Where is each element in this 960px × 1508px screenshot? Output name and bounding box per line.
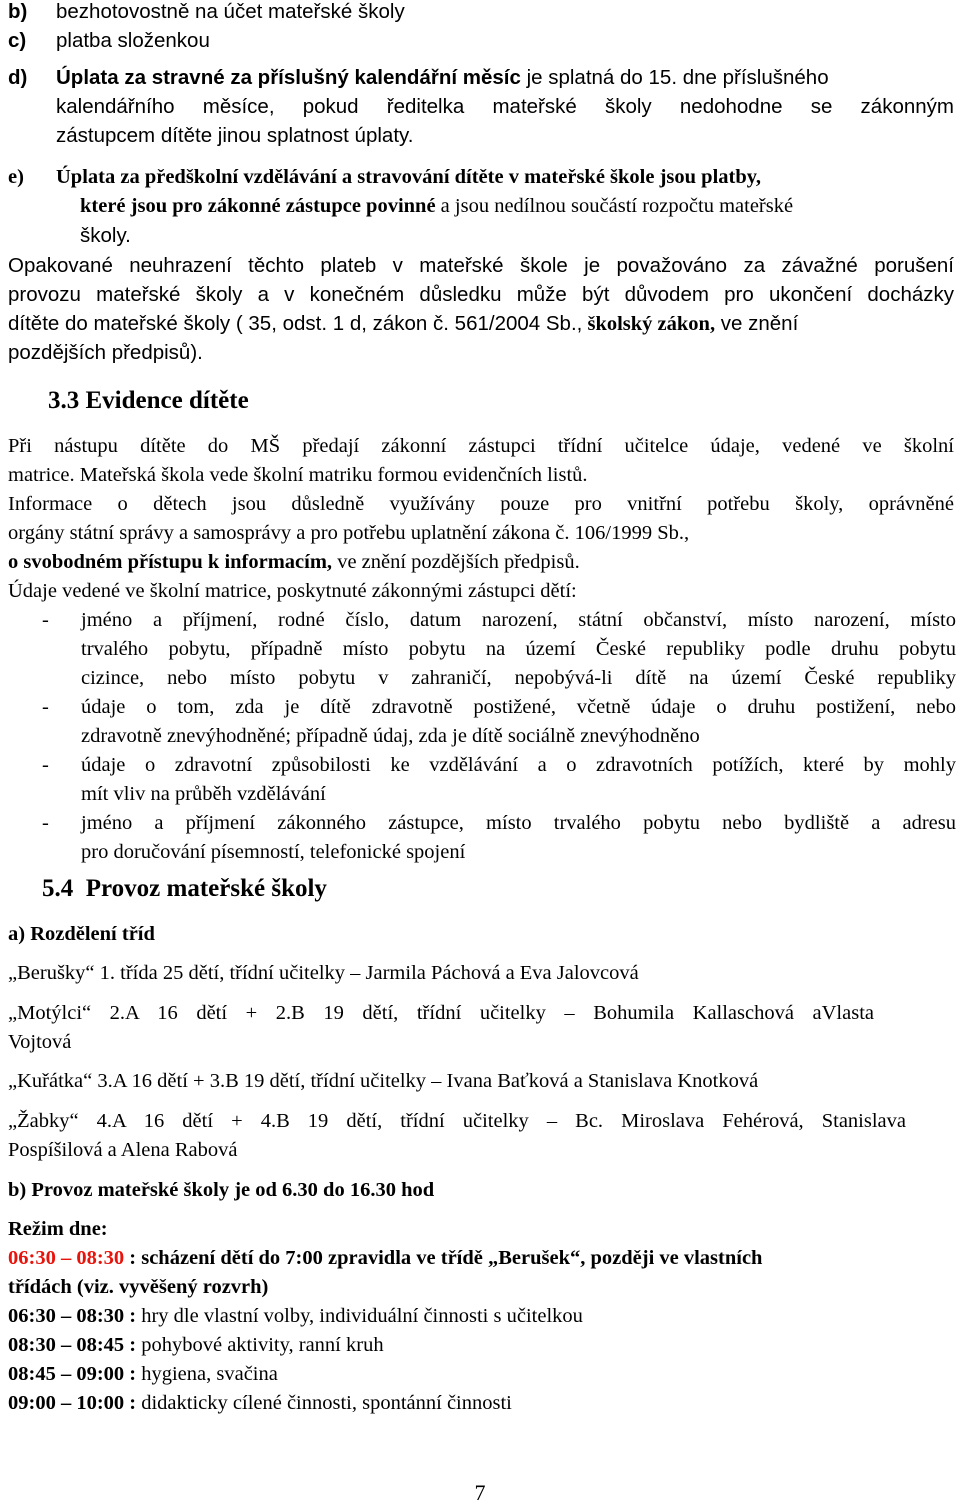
hours-heading: b) Provoz mateřské školy je od 6.30 do 16.30 hod xyxy=(8,1179,435,1201)
list-item-e-line3: školy. xyxy=(80,224,131,247)
paragraph-nonpayment-2: provozu mateřské školy a v konečném důsledku může být důvodem pro ukončení docházky xyxy=(8,283,954,306)
schedule-row: 08:30 – 08:45 : pohybové aktivity, ranní kruh xyxy=(8,1334,384,1356)
list-item: - údaje o tom, zda je dítě zdravotně postižené, včetně údaje o druhu postižení, nebo zdravotně znevýhodněné; případně údaj, zda je dítě sociálně znevýhodněno xyxy=(42,696,956,747)
class-motylci: „Motýlci“ 2.A 16 dětí + 2.B 19 dětí, třídní učitelky – Bohumila Kallaschová aVlasta xyxy=(8,1002,874,1024)
class-zabky-line2: Pospíšilová a Alena Rabová xyxy=(8,1139,238,1161)
paragraph-nonpayment-1: Opakované neuhrazení těchto plateb v mateřské škole je považováno za závažné porušení xyxy=(8,254,954,277)
paragraph-nonpayment-4: pozdějších předpisů). xyxy=(8,341,203,364)
list-item: - údaje o zdravotní způsobilosti ke vzdělávání a o zdravotních potížích, které by mohly mít vliv na průběh vzdělávání xyxy=(42,754,956,805)
list-item-d: d) Úplata za stravné za příslušný kalendářní měsíc je splatná do 15. dne příslušného xyxy=(8,66,829,89)
schedule-row: 06:30 – 08:30 : hry dle vlastní volby, individuální činnosti s učitelkou xyxy=(8,1305,583,1327)
class-zabky: „Žabky“ 4.A 16 dětí + 4.B 19 dětí, třídní učitelky – Bc. Miroslava Fehérová, Stanislava xyxy=(8,1110,906,1132)
schedule-heading: Režim dne: xyxy=(8,1218,108,1240)
list-item-c: c) platba složenkou xyxy=(8,29,210,52)
schedule-row-first-line2: třídách (viz. vyvěšený rozvrh) xyxy=(8,1276,269,1298)
page-number: 7 xyxy=(474,1480,486,1505)
evidence-line-3: Informace o dětech jsou důsledně využívány pouze pro vnitřní potřebu školy, oprávněné xyxy=(8,493,954,515)
schedule-row: 09:00 – 10:00 : didakticky cílené činnosti, spontánní činnosti xyxy=(8,1392,512,1414)
evidence-line-4: orgány státní správy a samosprávy a pro potřebu uplatnění zákona č. 106/1999 Sb., xyxy=(8,522,690,544)
list-item-d-line3: zástupcem dítěte jinou splatnost úplaty. xyxy=(56,124,414,147)
evidence-line-6: Údaje vedené ve školní matrice, poskytnuté zákonnými zástupci dětí: xyxy=(8,580,577,602)
list-item: - jméno a příjmení zákonného zástupce, místo trvalého pobytu nebo bydliště a adresu pro doručování písemností, telefonické spojení xyxy=(42,812,956,863)
list-item-b: b) bezhotovostně na účet mateřské školy xyxy=(8,0,405,23)
schedule-row-first: 06:30 – 08:30 : scházení dětí do 7:00 zpravidla ve třídě „Berušek“, později ve vlastních xyxy=(8,1247,763,1269)
list-item: - jméno a příjmení, rodné číslo, datum narození, státní občanství, místo narození, místo trvalého pobytu, případně místo pobytu na území České republiky podle druhu pobytu cizince, nebo místo pobytu v zahraničí, nepobývá-li dítě na území České republiky xyxy=(42,609,956,689)
section-heading-operation: 5.4 Provoz mateřské školy xyxy=(42,875,327,902)
class-berusky: „Berušky“ 1. třída 25 dětí, třídní učitelky – Jarmila Páchová a Eva Jalovcová xyxy=(8,962,639,984)
class-kuratka: „Kuřátka“ 3.A 16 dětí + 3.B 19 dětí, třídní učitelky – Ivana Baťková a Stanislava Knotková xyxy=(8,1070,759,1092)
classes-heading: a) Rozdělení tříd xyxy=(8,923,155,945)
section-heading-evidence: 3.3 Evidence dítěte xyxy=(48,387,249,414)
paragraph-nonpayment-3: dítěte do mateřské školy ( 35, odst. 1 d, zákon č. 561/2004 Sb., školský zákon, ve znění xyxy=(8,312,799,335)
evidence-line-1: Při nástupu dítěte do MŠ předají zákonní zástupci třídní učitelce údaje, vedené ve školní xyxy=(8,435,954,457)
class-motylci-line2: Vojtová xyxy=(8,1031,72,1053)
evidence-line-5: o svobodném přístupu k informacím, ve znění pozdějších předpisů. xyxy=(8,551,580,573)
evidence-line-2: matrice. Mateřská škola vede školní matriku formou evidenčních listů. xyxy=(8,464,588,486)
schedule-row: 08:45 – 09:00 : hygiena, svačina xyxy=(8,1363,278,1385)
list-item-e-line2: které jsou pro zákonné zástupce povinné a jsou nedílnou součástí rozpočtu mateřské xyxy=(80,195,794,217)
list-item-d-line2: kalendářního měsíce, pokud ředitelka mateřské školy nedohodne se zákonným xyxy=(56,95,954,118)
list-item-e: e) Úplata za předškolní vzdělávání a stravování dítěte v mateřské škole jsou platby, xyxy=(8,166,761,188)
